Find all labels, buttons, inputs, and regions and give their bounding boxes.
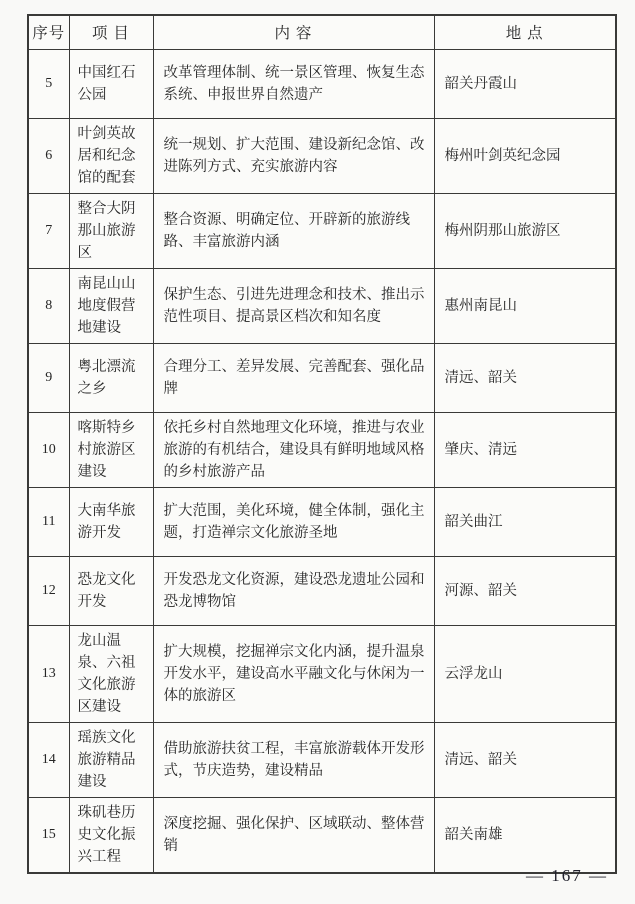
content-cell: 扩大规模，挖掘禅宗文化内涵，提升温泉开发水平，建设高水平融文化与休闲为一体的旅游区 [153, 625, 434, 722]
table-row [28, 722, 616, 797]
location-cell: 清远、韶关 [434, 343, 616, 412]
project-cell: 恐龙文化开发 [69, 556, 153, 625]
project-cell: 龙山温泉、六祖文化旅游区建设 [69, 625, 153, 722]
table-row [28, 268, 616, 343]
content-cell: 深度挖掘、强化保护、区域联动、整体营销 [153, 797, 434, 873]
row-number-cell: 10 [28, 412, 69, 487]
content-cell: 合理分工、差异发展、完善配套、强化品牌 [153, 343, 434, 412]
column-header-location: 地 点 [434, 15, 616, 49]
row-number-cell: 8 [28, 268, 69, 343]
project-cell: 叶剑英故居和纪念馆的配套 [69, 118, 153, 193]
location-cell: 清远、韶关 [434, 722, 616, 797]
column-header-project: 项 目 [69, 15, 153, 49]
projects-table [27, 14, 617, 874]
location-cell: 河源、韶关 [434, 556, 616, 625]
table-row [28, 193, 616, 268]
project-cell: 大南华旅游开发 [69, 487, 153, 556]
row-number-cell: 9 [28, 343, 69, 412]
row-number-cell: 13 [28, 625, 69, 722]
content-cell: 扩大范围，美化环境，健全体制，强化主题，打造禅宗文化旅游圣地 [153, 487, 434, 556]
row-number-cell: 11 [28, 487, 69, 556]
location-cell: 云浮龙山 [434, 625, 616, 722]
project-cell: 整合大阴那山旅游区 [69, 193, 153, 268]
location-cell: 惠州南昆山 [434, 268, 616, 343]
content-cell: 统一规划、扩大范围、建设新纪念馆、改进陈列方式、充实旅游内容 [153, 118, 434, 193]
table-row [28, 49, 616, 118]
table-row [28, 625, 616, 722]
project-cell: 粤北漂流之乡 [69, 343, 153, 412]
location-cell: 韶关丹霞山 [434, 49, 616, 118]
location-cell: 梅州叶剑英纪念园 [434, 118, 616, 193]
location-cell: 韶关南雄 [434, 797, 616, 873]
project-cell: 南昆山山地度假营地建设 [69, 268, 153, 343]
content-cell: 改革管理体制、统一景区管理、恢复生态系统、申报世界自然遗产 [153, 49, 434, 118]
row-number-cell: 15 [28, 797, 69, 873]
project-cell: 喀斯特乡村旅游区建设 [69, 412, 153, 487]
project-cell: 珠矶巷历史文化振兴工程 [69, 797, 153, 873]
content-cell: 开发恐龙文化资源，建设恐龙遗址公园和恐龙博物馆 [153, 556, 434, 625]
row-number-cell: 12 [28, 556, 69, 625]
column-header-number: 序号 [28, 15, 69, 49]
location-cell: 韶关曲江 [434, 487, 616, 556]
table-header-row [28, 15, 616, 49]
table-body [28, 49, 616, 873]
content-cell: 依托乡村自然地理文化环境，推进与农业旅游的有机结合，建设具有鲜明地域风格的乡村旅游产品 [153, 412, 434, 487]
project-cell: 瑶族文化旅游精品建设 [69, 722, 153, 797]
table-row [28, 343, 616, 412]
content-cell: 借助旅游扶贫工程，丰富旅游载体开发形式，节庆造势，建设精品 [153, 722, 434, 797]
table-row [28, 487, 616, 556]
column-header-content: 内 容 [153, 15, 434, 49]
project-cell: 中国红石公园 [69, 49, 153, 118]
table-row [28, 556, 616, 625]
row-number-cell: 14 [28, 722, 69, 797]
content-cell: 保护生态、引进先进理念和技术、推出示范性项目、提高景区档次和知名度 [153, 268, 434, 343]
table-row [28, 118, 616, 193]
table-row [28, 797, 616, 873]
page-number: — 167 — [526, 866, 608, 885]
row-number-cell: 6 [28, 118, 69, 193]
table-row [28, 412, 616, 487]
row-number-cell: 5 [28, 49, 69, 118]
location-cell: 梅州阴那山旅游区 [434, 193, 616, 268]
location-cell: 肇庆、清远 [434, 412, 616, 487]
content-cell: 整合资源、明确定位、开辟新的旅游线路、丰富旅游内涵 [153, 193, 434, 268]
row-number-cell: 7 [28, 193, 69, 268]
